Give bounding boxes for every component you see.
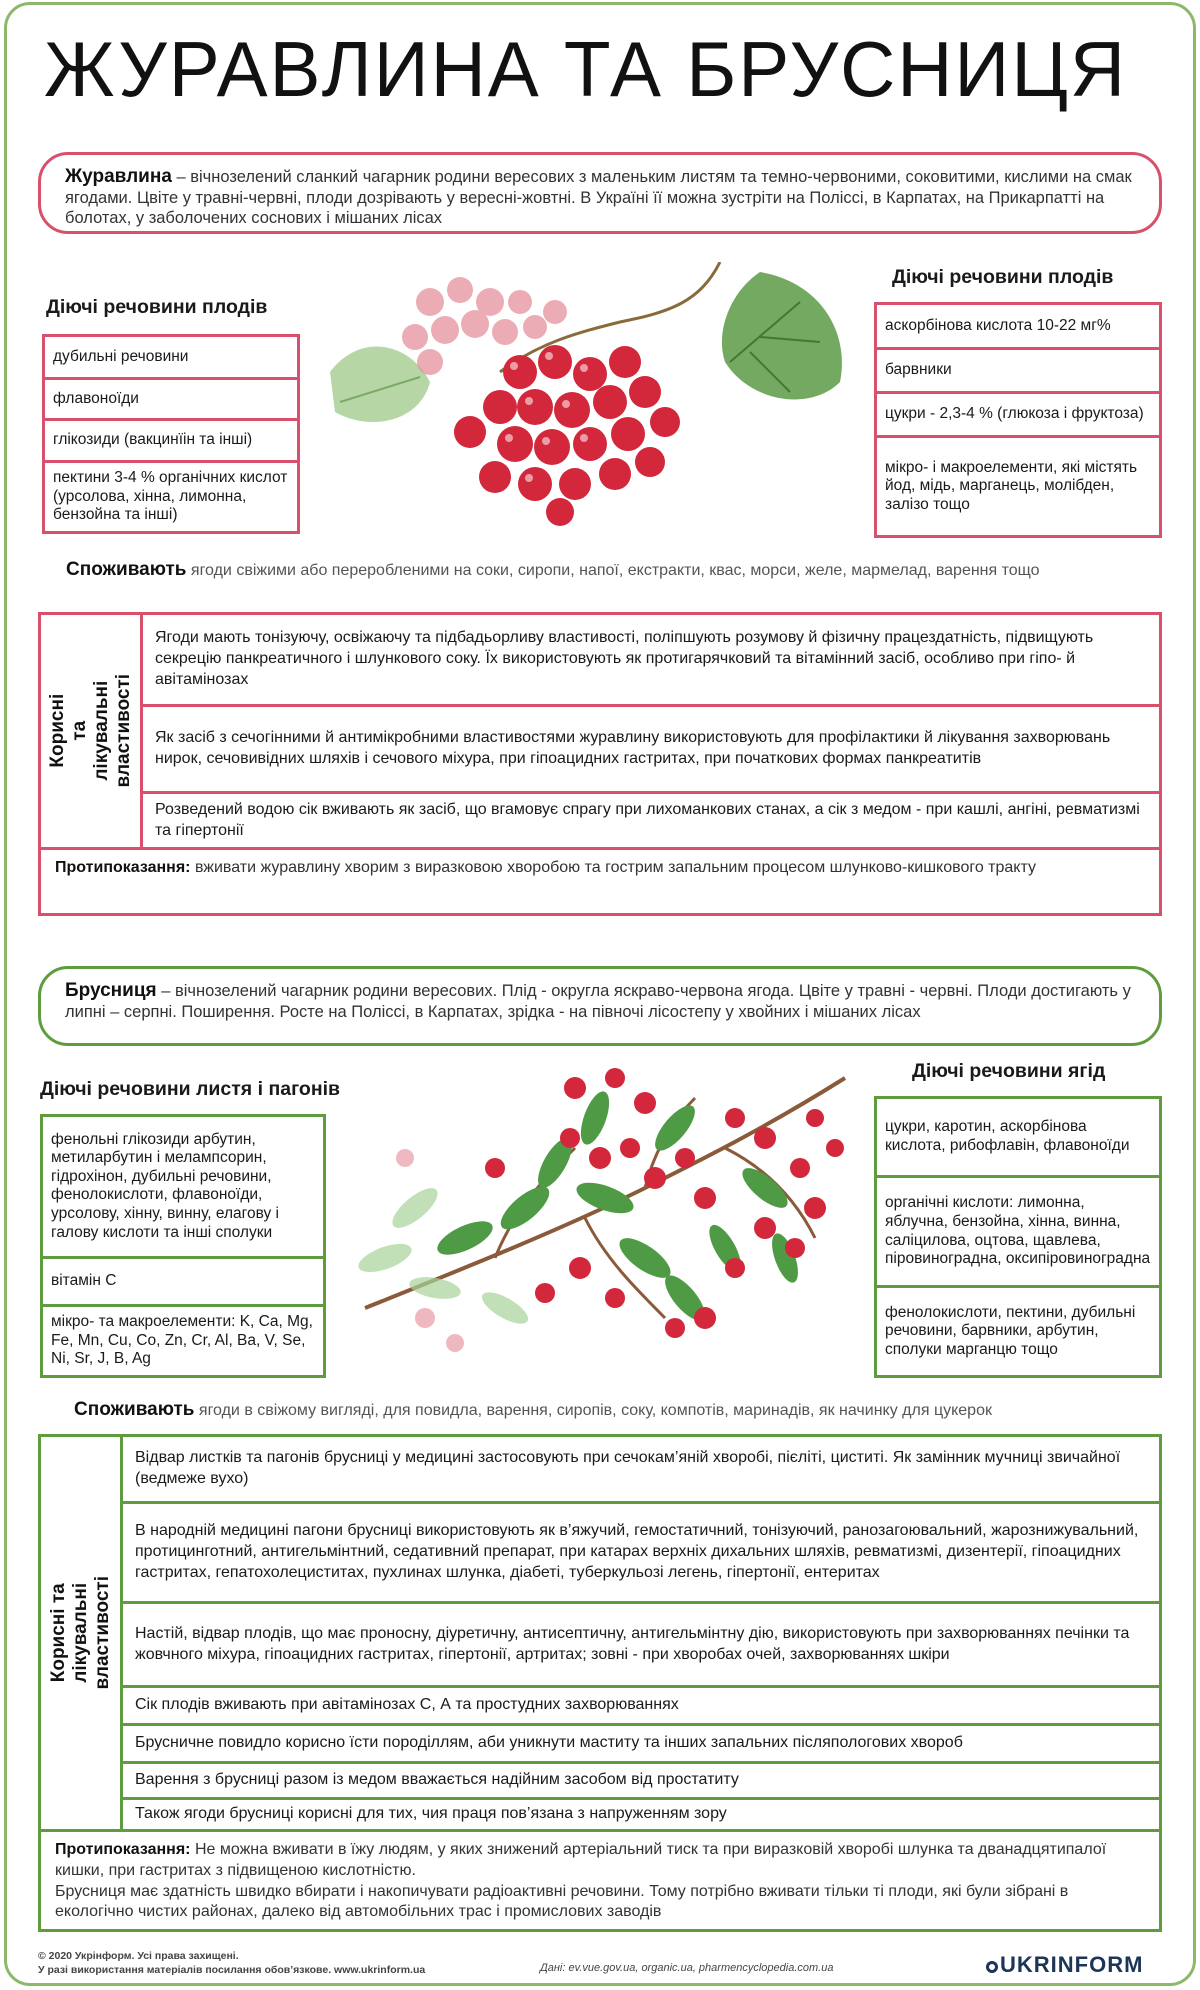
consume-label: Споживають [66,559,187,580]
substance-item: фенолокислоти, пектини, дубильні речовини, барвники, арбутин, сполуки марганцю тощо [877,1285,1159,1375]
substance-item: дубильні речовини [53,347,189,365]
substance-item: цукри - 2,3-4 % (глюкоза і фруктоза) [877,391,1159,435]
page-title: ЖУРАВЛИНА ТА БРУСНИЦЯ [44,25,1127,113]
footer-copyright-block [38,1950,425,1977]
property-row: Ягоди мають тонізуючу, освіжаючу та підбадьорливу властивості, поліпшують розумову й фізичну працездатність, підвищують секрецію панкреатичного і шлункового соку. Їх використовують як протигарячковий та вітамінний засіб, особливо при гіпо- й авітамінозах [155,629,1094,688]
contra-text: вживати журавлину хворим з виразковою хворобою та гострим запальним процесом шлунково-кишкового тракту [190,859,1036,876]
lingonberry-intro [38,966,1162,1046]
substance-item: фенольні глікозиди арбутин, метиларбутин і мелампсорин, гідрохінон, дубильні речовини, фенолокислоти, флавоноїди, урсолову, хінну, винну, елагову і галову кислоти та інші сполуки [51,1130,279,1241]
cranberry-name: Журавлина [65,166,172,187]
lingonberry-properties [38,1434,1162,1832]
substance-item: глікозиди (вакцинїін та інші) [45,418,297,460]
property-row: Сік плодів вживають при авітамінозах С, А та простудних захворюваннях [123,1685,1159,1723]
lingonberry-name: Брусниця [65,980,157,1001]
property-row: Настій, відвар плодів, що має проносну, діуретичну, антисептичну, антигельмінтну дію, використовують при захворюваннях печінки та жовчного міхура, гіпоацидних гастритах, гіпертонії, артритах; зовні - при хворобах очей, захворюваннях шкіри [123,1601,1159,1685]
substance-item: пектини 3-4 % органічних кислот (урсолова, хінна, лимонна, бензойна та інші) [45,460,297,531]
properties-side-label-box [38,1434,120,1832]
lingonberry-left-heading: Діючі речовини листя і пагонів [40,1078,341,1100]
substance-item: мікро- і макроелементи, які містять йод, мідь, марганець, молібден, залізо тощо [877,435,1159,535]
logo-icon [986,1961,998,1973]
lingonberry-intro-text: – вічнозелений чагарник родини вересових. Плід - округла яскраво-червона ягода. Цвіте у травні - червні. Плоди достигають у липні – серпні. Поширення. Росте на Поліссі, в Карпатах, зрідка - на півночі лісостепу у хвойних і мішаних лісах [65,982,1131,1022]
contra-text-2: Брусниця має здатність швидко вбирати і накопичувати радіоактивні речовини. Тому потрібно вживати тільки ті плоди, які були зібрані в екологічно чистих районах, далеко від автомобільних трас і промислових заводів [55,1882,1069,1921]
cranberry-contraindications [38,850,1162,916]
substance-item: цукри, каротин, аскорбінова кислота, рибофлавін, флавоноїди [885,1118,1130,1154]
properties-side-label: Корисні та лікувальні властивості [46,674,134,788]
footer-usage: У разі використання матеріалів посилання обов’язкове. www.ukrinform.ua [38,1963,426,1976]
cranberry-right-heading: Діючі речовини плодів [892,266,1114,288]
property-row: Відвар листків та пагонів брусниці у медицині застосовують при сечокам’яній хворобі, пієліті, циститі. Як замінник мучниці звичайної (ведмеже вухо) [135,1449,1121,1487]
cranberry-intro-text: – вічнозелений сланкий чагарник родини вересових з маленьким листям та темно-червоними, соковитими, кислими на смак ягодами. Цвіте у травні-червні, плоди дозрівають у вересні-жовтні. В Україні її можна зустріти на Поліссі, в Карпатах, на Прикарпатті на болотах, у заболочених соснових і мішаних лісах [65,168,1132,228]
cranberry-left-substances [42,334,300,534]
lingonberry-illustration [345,1058,865,1368]
footer-copyright: © 2020 Укрінформ. Усі права захищені. [38,1950,239,1962]
berry-icon [454,345,680,526]
cranberry-right-substances [874,302,1162,538]
footer-sources: Дані: ev.vue.gov.ua, organic.ua, pharmencyclopedia.com.ua [540,1962,834,1974]
consume-text: ягоди свіжими або переробленими на соки, сиропи, напої, екстракти, квас, морси, желе, мармелад, варення тощо [186,562,1040,579]
lingonberry-right-heading: Діючі речовини ягід [912,1060,1106,1082]
contra-label: Протипоказання: [55,859,191,876]
consume-text: ягоди в свіжому вигляді, для повидла, варення, сиропів, соку, компотів, маринадів, як начинку для цукерок [194,1402,992,1419]
property-row: Також ягоди брусниці корисні для тих, чия праця пов’язана з напруженням зору [123,1797,1159,1829]
property-row: Як засіб з сечогінними й антимікробними властивостями журавлину використовують для профілактики й лікування захворювань нирок, сечовивідних шляхів і сечового міхура, при гіпоацидних гастритах, при початкових формах панкреатитів [143,704,1159,791]
contra-text: Не можна вживати в їжу людям, у яких знижений артеріальний тиск та при виразковій хворобі шлунка та дванадцятипалої кишки, при гастритах з підвищеною кислотністю. [55,1841,1107,1879]
lingonberry-consume [74,1398,1164,1422]
contra-label: Протипоказання: [55,1841,191,1858]
ukrinform-logo [986,1952,1143,1978]
property-row: Варення з брусниці разом із медом вважається надійним засобом від простатиту [123,1761,1159,1797]
cranberry-illustration [320,262,860,532]
cranberry-properties [38,612,1162,850]
logo-text: UKRINFORM [1000,1952,1144,1977]
lingonberry-right-substances [874,1096,1162,1378]
substance-item: вітамін С [43,1256,323,1305]
substance-item: флавоноїди [45,377,297,418]
properties-side-label: Корисні та лікувальні властивості [47,1576,113,1690]
substance-item: барвники [877,347,1159,391]
cranberry-consume [66,558,1156,582]
property-row: Розведений водою сік вживають як засіб, що вгамовує спрагу при лихоманкових станах, а сік з медом - при кашлі, ангіні, ревматизмі та гіпертонії [143,791,1159,847]
property-row: Брусничне повидло корисно їсти породіллям, аби уникнути маститу та інших запальних післяпологових хвороб [123,1723,1159,1761]
cranberry-left-heading: Діючі речовини плодів [46,296,268,318]
consume-label: Споживають [74,1399,195,1420]
cranberry-intro [38,152,1162,234]
lingonberry-left-substances [40,1114,326,1378]
substance-item: аскорбінова кислота 10-22 мг% [885,316,1111,334]
substance-item: мікро- та макроелементи: K, Ca, Mg, Fe, Mn, Cu, Co, Zn, Cr, Al, Ba, V, Se, Ni, Sr, J, B, Ag [43,1304,323,1375]
substance-item: органічні кислоти: лимонна, яблучна, бензойна, хінна, винна, саліцилова, оцтова, щавлева, піровиноградна, оксипіровиноградна [877,1175,1159,1285]
property-row: В народній медицині пагони брусниці використовують як в’яжучий, гемостатичний, тонізуючий, ранозагоювальний, жарознижувальний, протицинготний, антигельмінтний, седативний препарат, при катарах верхніх дихальних шляхів, ревматизмі, дизентерії, гіпоацидних гастритах, гепатохолециститах, пухлинах шлунка, діабеті, туберкульозі легень, гіпертонії, ентеритах [123,1501,1159,1601]
properties-side-label-box [38,612,140,850]
lingonberry-contraindications [38,1832,1162,1932]
